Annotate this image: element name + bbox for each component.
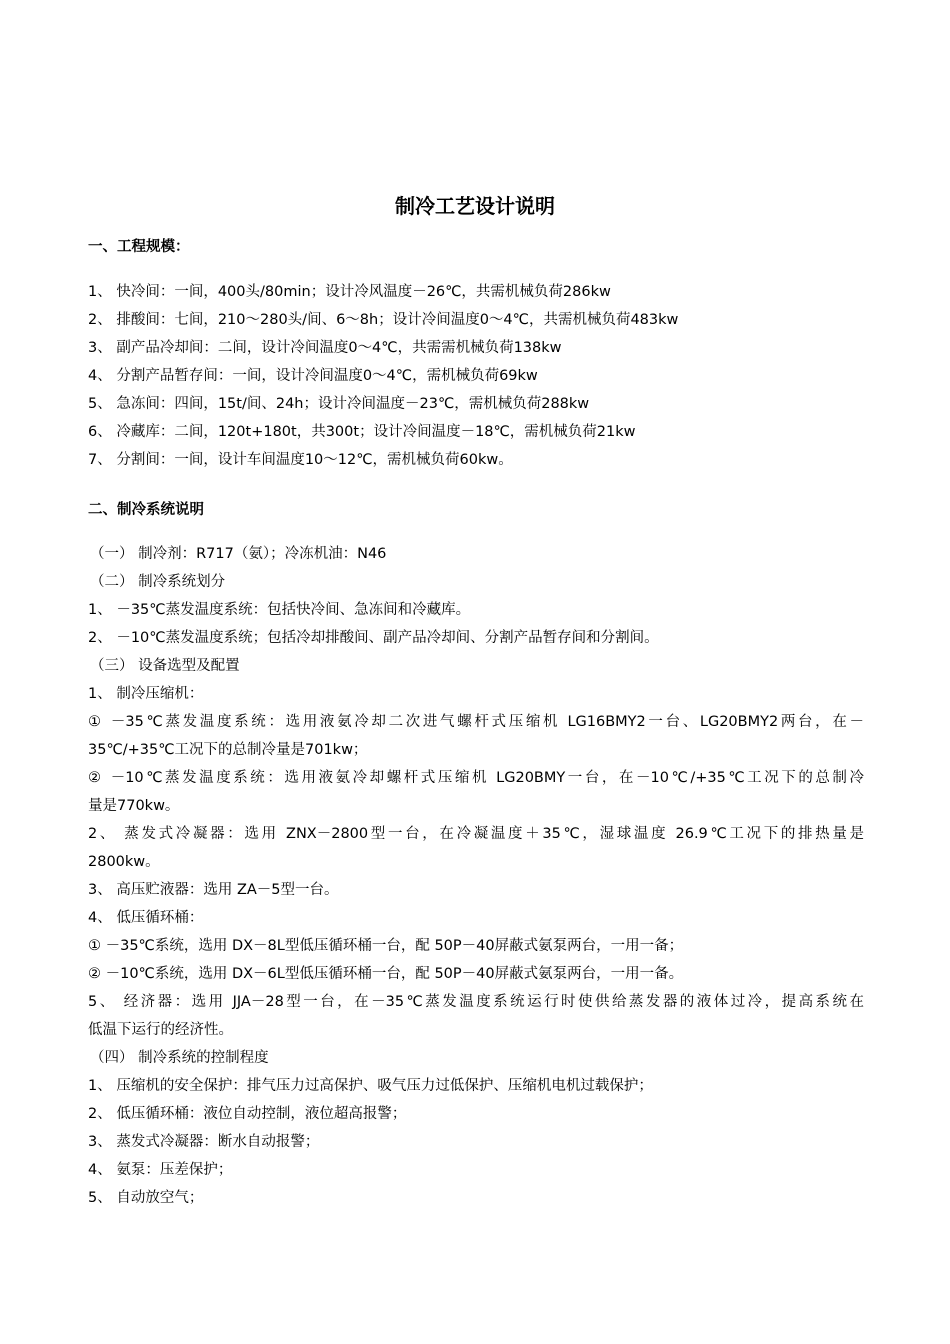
paragraph-line: ② －10℃蒸发温度系统：选用液氨冷却螺杆式压缩机 LG20BMY一台，在－10℃/+35℃工况下的总制冷 bbox=[88, 770, 864, 786]
list-item: 4、 低压循环桶： bbox=[88, 910, 204, 926]
list-item: 2、 排酸间：七间，210～280头/间、6～8h；设计冷间温度0～4℃，共需机械负荷483kw bbox=[88, 312, 679, 328]
list-item: ② －10℃系统，选用 DX－6L型低压循环桶一台，配 50P－40屏蔽式氨泵两台，一用一备。 bbox=[88, 966, 684, 982]
subsection-heading: （一） 制冷剂：R717（氨）；冷冻机油：N46 bbox=[90, 546, 387, 562]
list-item: 2、 低压循环桶：液位自动控制，液位超高报警； bbox=[88, 1106, 407, 1122]
list-item: 1、 －35℃蒸发温度系统：包括快冷间、急冻间和冷藏库。 bbox=[88, 602, 471, 618]
subsection-heading: （二） 制冷系统划分 bbox=[90, 574, 226, 590]
subsection-heading: （三） 设备选型及配置 bbox=[90, 658, 240, 674]
paragraph-line: 2、 蒸发式冷凝器：选用 ZNX－2800型一台，在冷凝温度＋35℃，湿球温度 26.9℃工况下的排热量是 bbox=[88, 826, 864, 842]
paragraph-line: 低温下运行的经济性。 bbox=[88, 1022, 233, 1038]
section-heading-system: 二、制冷系统说明 bbox=[88, 502, 204, 518]
list-item: ① －35℃系统，选用 DX－8L型低压循环桶一台，配 50P－40屏蔽式氨泵两台，一用一备； bbox=[88, 938, 684, 954]
list-item: 1、 制冷压缩机： bbox=[88, 686, 204, 702]
list-item: 1、 压缩机的安全保护：排气压力过高保护、吸气压力过低保护、压缩机电机过载保护； bbox=[88, 1078, 653, 1094]
list-item: 3、 蒸发式冷凝器：断水自动报警； bbox=[88, 1134, 320, 1150]
paragraph-line: 5、 经济器：选用 JJA－28型一台，在－35℃蒸发温度系统运行时使供给蒸发器的液体过冷，提高系统在 bbox=[88, 994, 864, 1010]
list-item: 3、 副产品冷却间：二间，设计冷间温度0～4℃，共需需机械负荷138kw bbox=[88, 340, 562, 356]
subsection-heading: （四） 制冷系统的控制程度 bbox=[90, 1050, 269, 1066]
page-title: 制冷工艺设计说明 bbox=[395, 194, 555, 218]
list-item: 4、 分割产品暂存间：一间，设计冷间温度0～4℃，需机械负荷69kw bbox=[88, 368, 538, 384]
list-item: 2、 －10℃蒸发温度系统；包括冷却排酸间、副产品冷却间、分割产品暂存间和分割间。 bbox=[88, 630, 659, 646]
section-heading-scale: 一、工程规模： bbox=[88, 239, 190, 255]
list-item: 1、 快冷间：一间，400头/80min；设计冷风温度－26℃，共需机械负荷286kw bbox=[88, 284, 611, 300]
list-item: 7、 分割间：一间，设计车间温度10～12℃，需机械负荷60kw。 bbox=[88, 452, 513, 468]
list-item: 5、 急冻间：四间，15t/间、24h；设计冷间温度－23℃，需机械负荷288kw bbox=[88, 396, 590, 412]
paragraph-line: 量是770kw。 bbox=[88, 798, 180, 814]
paragraph-line: ① －35℃蒸发温度系统：选用液氨冷却二次进气螺杆式压缩机 LG16BMY2一台、LG20BMY2两台，在－ bbox=[88, 714, 864, 730]
paragraph-line: 2800kw。 bbox=[88, 854, 160, 870]
list-item: 3、 高压贮液器：选用 ZA－5型一台。 bbox=[88, 882, 339, 898]
paragraph-line: 35℃/+35℃工况下的总制冷量是701kw； bbox=[88, 742, 368, 758]
list-item: 4、 氨泵：压差保护； bbox=[88, 1162, 233, 1178]
list-item: 6、 冷藏库：二间，120t+180t，共300t；设计冷间温度－18℃，需机械负荷21kw bbox=[88, 424, 636, 440]
list-item: 5、 自动放空气； bbox=[88, 1190, 204, 1206]
